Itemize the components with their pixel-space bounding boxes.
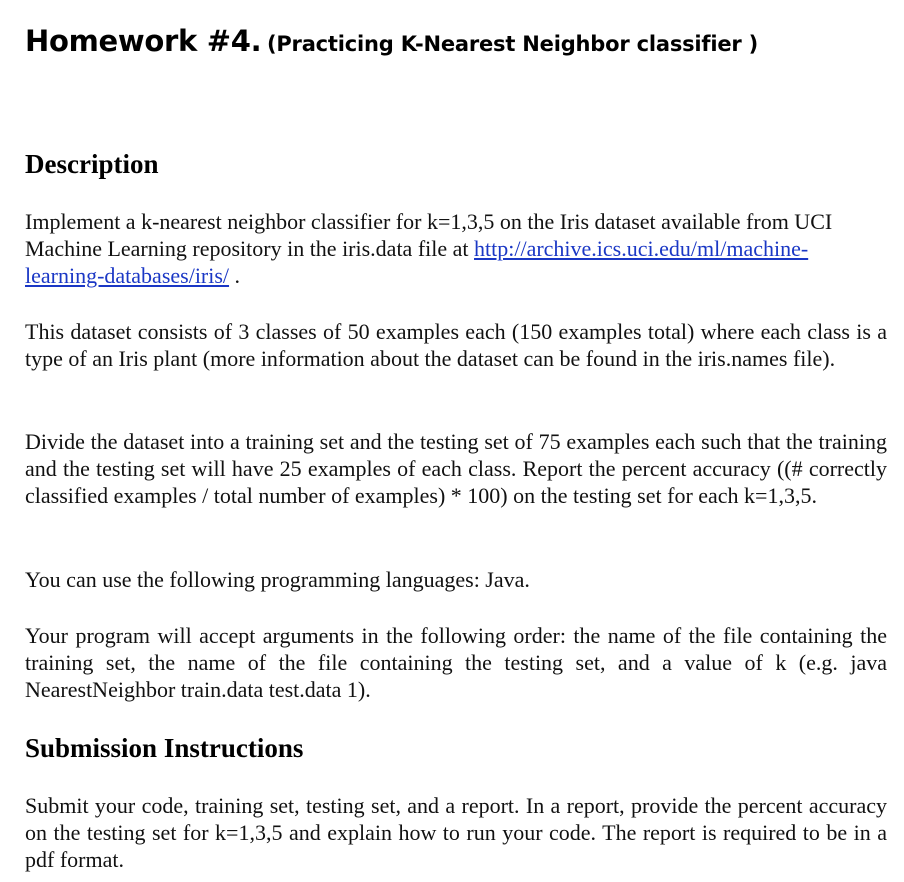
page-title xyxy=(25,24,758,58)
description-paragraph-1 xyxy=(25,208,875,289)
description-p1-text: Implement a k-nearest neighbor classifier for k=1,3,5 on the Iris dataset available from UCI Machine Learning repository in the iris.data file at xyxy=(25,209,833,261)
description-heading: Description xyxy=(25,149,159,179)
submission-paragraph-1: Submit your code, training set, testing set, and a report. In a report, provide the percent accuracy on the testing set for k=1,3,5 and explain how to run your code. The report is required to be in a pdf format. xyxy=(25,793,887,872)
description-paragraph-4: You can use the following programming languages: Java. xyxy=(25,567,530,592)
description-p1-end: . xyxy=(229,263,241,288)
description-paragraph-2: This dataset consists of 3 classes of 50 examples each (150 examples total) where each class is a type of an Iris plant (more information about the dataset can be found in the iris.names file). xyxy=(25,319,887,371)
description-paragraph-3: Divide the dataset into a training set and the testing set of 75 examples each such that the training and the testing set will have 25 examples of each class. Report the percent accuracy ((# correctly classified examples / total number of examples) * 100) on the testing set for each k=1,3,5. xyxy=(25,429,887,508)
title-subtitle: (Practicing K-Nearest Neighbor classifier ) xyxy=(266,32,759,56)
title-main: Homework #4. xyxy=(25,24,262,58)
iris-dataset-link[interactable]: http://archive.ics.uci.edu/ml/machine-learning-databases/iris/ xyxy=(25,236,809,288)
submission-heading: Submission Instructions xyxy=(25,733,304,763)
description-paragraph-5: Your program will accept arguments in the following order: the name of the file containing the training set, the name of the file containing the testing set, and a value of k (e.g. java NearestNeighbor train.data test.data 1). xyxy=(25,623,887,702)
